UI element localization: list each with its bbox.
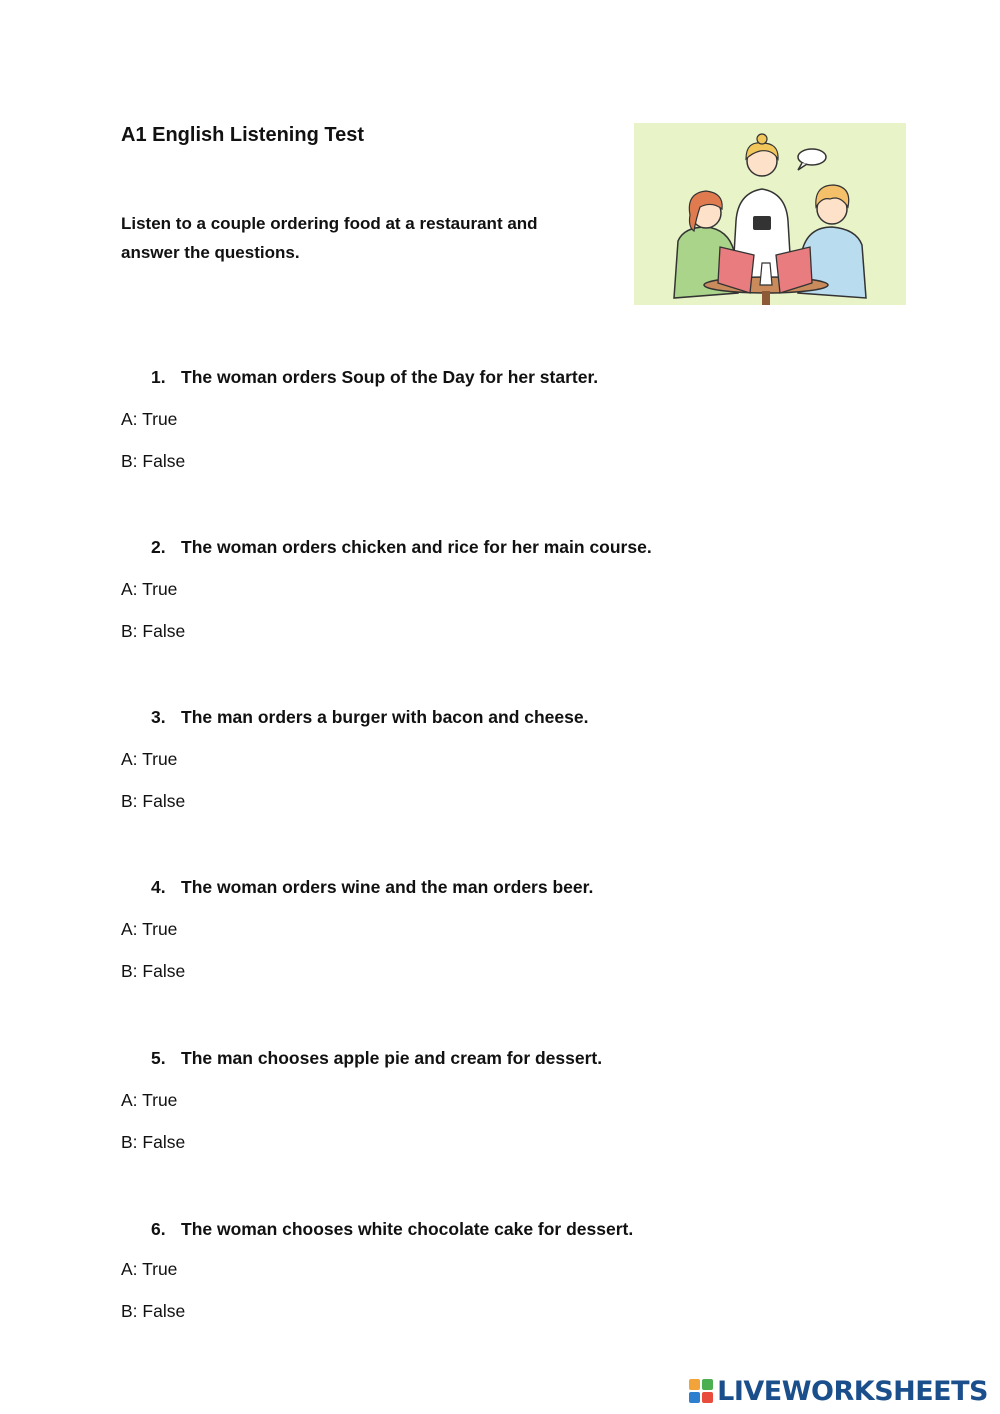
option-true[interactable]: A: True bbox=[121, 749, 178, 769]
option-false[interactable]: B: False bbox=[121, 621, 186, 641]
option-false[interactable]: B: False bbox=[121, 1132, 186, 1152]
question-number: 4. bbox=[151, 877, 166, 897]
question-text bbox=[151, 877, 593, 898]
option-true[interactable]: A: True bbox=[121, 409, 178, 429]
brand-tile bbox=[702, 1392, 713, 1403]
option-false[interactable]: B: False bbox=[121, 1301, 186, 1321]
question-prompt: The woman orders wine and the man orders beer. bbox=[181, 877, 594, 897]
question-number: 3. bbox=[151, 707, 166, 727]
liveworksheets-logo[interactable] bbox=[689, 1374, 988, 1408]
question-number: 6. bbox=[151, 1219, 166, 1239]
question-prompt: The woman orders Soup of the Day for her starter. bbox=[181, 367, 599, 387]
question-text bbox=[151, 707, 588, 728]
question-number: 5. bbox=[151, 1048, 166, 1068]
question-number: 2. bbox=[151, 537, 166, 557]
question-text bbox=[151, 537, 652, 558]
restaurant-ordering-illustration bbox=[634, 123, 906, 305]
question-prompt: The woman orders chicken and rice for her main course. bbox=[181, 537, 652, 557]
option-true[interactable]: A: True bbox=[121, 579, 178, 599]
option-false[interactable]: B: False bbox=[121, 961, 186, 981]
option-true[interactable]: A: True bbox=[121, 919, 178, 939]
option-true[interactable]: A: True bbox=[121, 1090, 178, 1110]
option-true[interactable]: A: True bbox=[121, 1259, 178, 1279]
question-prompt: The woman chooses white chocolate cake for dessert. bbox=[181, 1219, 634, 1239]
question-prompt: The man orders a burger with bacon and cheese. bbox=[181, 707, 589, 727]
option-false[interactable]: B: False bbox=[121, 791, 186, 811]
page-title: A1 English Listening Test bbox=[121, 124, 364, 146]
brand-tile bbox=[689, 1379, 700, 1390]
question-text bbox=[151, 1048, 602, 1069]
brand-name: LIVEWORKSHEETS bbox=[717, 1375, 988, 1407]
option-false[interactable]: B: False bbox=[121, 451, 186, 471]
instructions: Listen to a couple ordering food at a restaurant and answer the questions. bbox=[121, 214, 538, 262]
question-text bbox=[151, 367, 598, 388]
brand-tile bbox=[689, 1392, 700, 1403]
question-prompt: The man chooses apple pie and cream for dessert. bbox=[181, 1048, 603, 1068]
question-number: 1. bbox=[151, 367, 166, 387]
question-text bbox=[151, 1219, 633, 1240]
brand-tiles-icon bbox=[689, 1379, 713, 1403]
brand-tile bbox=[702, 1379, 713, 1390]
